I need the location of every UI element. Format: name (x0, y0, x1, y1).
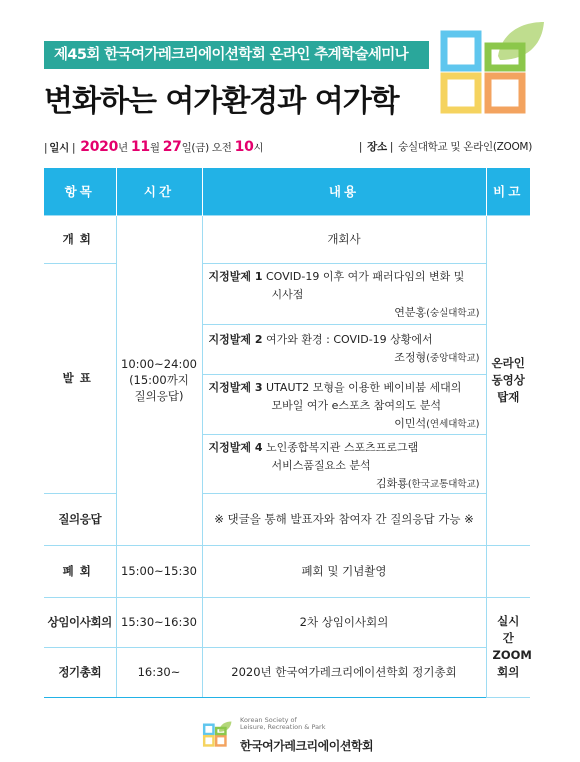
talks-cell (202, 263, 486, 493)
realtime-note: 실시간 ZOOM 회의 (486, 597, 530, 697)
date-month: 11 (130, 139, 150, 155)
header-content: 내용 (202, 168, 486, 215)
place-label: 장소 (367, 141, 387, 153)
event-place: | 장소 | 숭실대학교 및 온라인(ZOOM) (358, 141, 532, 153)
footer-english-name: Korean Society of Leisure, Recreation & Park (240, 716, 326, 731)
header-note: 비고 (486, 168, 530, 215)
talk-title: UTAUT2 모형을 이용한 베이비붐 세대의 (266, 381, 462, 394)
footer-korean-name: 한국여가레크리에이션학회 (240, 739, 374, 753)
row-category: 정기총회 (44, 647, 116, 697)
date-hour: 10 (234, 139, 254, 155)
talk-item (203, 264, 486, 324)
row-category: 상임이사회의 (44, 597, 116, 647)
row-category: 개회 (44, 215, 116, 263)
talk-title: 여가와 환경 : COVID-19 상황에서 (266, 333, 433, 346)
date-year-unit: 년 (118, 142, 131, 154)
talk-affiliation: (한국교통대학교) (407, 479, 480, 490)
talk-tag: 지정발제 2 (208, 333, 263, 346)
society-footer-logo-icon (202, 719, 232, 749)
date-year: 2020 (80, 139, 119, 155)
row-content: ※ 댓글을 통해 발표자와 참여자 간 질의응답 가능 ※ (202, 493, 486, 545)
society-logo-icon (436, 18, 546, 118)
row-content: 2차 상임이사회의 (202, 597, 486, 647)
table-row (44, 597, 530, 647)
talk-title: COVID-19 이후 여가 패러다임의 변화 및 (266, 270, 465, 283)
row-note (486, 545, 530, 597)
table-row (44, 215, 530, 263)
talk-title-cont: 서비스품질요소 분석 (271, 459, 371, 472)
talk-speaker: 김화룡 (375, 477, 408, 490)
row-content: 2020년 한국여가레크리에이션학회 정기총회 (202, 647, 486, 697)
seminar-banner: 제45회 한국여가레크리에이션학회 온라인 추계학술세미나 (44, 41, 429, 69)
talk-speaker: 조정형 (394, 351, 427, 364)
header-category: 항목 (44, 168, 116, 215)
header-time: 시간 (116, 168, 202, 215)
talk-title-cont: 모바일 여가 e스포츠 참여의도 분석 (271, 399, 442, 412)
talk-item (203, 374, 486, 434)
talk-tag: 지정발제 3 (208, 381, 263, 394)
talk-title: 노인종합복지관 스포츠프로그램 (266, 441, 419, 454)
online-note: 온라인 동영상 탑재 (486, 215, 530, 545)
date-month-unit: 월 (149, 142, 163, 154)
date-day: 27 (162, 139, 182, 155)
row-time: 15:30~16:30 (116, 597, 202, 647)
talk-speaker: 연분홍 (394, 306, 427, 319)
talk-title-cont: 시사점 (271, 288, 304, 301)
row-category: 질의응답 (44, 493, 116, 545)
talk-tag: 지정발제 1 (208, 270, 263, 283)
page-title: 변화하는 여가환경과 여가학 (44, 84, 399, 119)
row-content: 개회사 (202, 215, 486, 263)
row-time: 15:00~15:30 (116, 545, 202, 597)
presentation-time (116, 215, 202, 545)
date-day-unit: 일(금) 오전 (181, 142, 235, 154)
talk-speaker: 이민석 (394, 417, 427, 430)
talk-affiliation: (숭실대학교) (426, 308, 480, 319)
row-category: 발표 (44, 263, 116, 493)
table-row (44, 647, 530, 697)
row-category: 폐회 (44, 545, 116, 597)
talk-item (203, 434, 486, 492)
time-range: 10:00~24:00 (121, 357, 197, 371)
schedule-table (44, 168, 530, 698)
row-content: 폐회 및 기념촬영 (202, 545, 486, 597)
table-row (44, 545, 530, 597)
talk-item (203, 324, 486, 374)
talk-tag: 지정발제 4 (208, 441, 263, 454)
talk-affiliation: (중앙대학교) (426, 353, 480, 364)
date-label: 일시 (49, 142, 69, 154)
place-value: 숭실대학교 및 온라인(ZOOM) (398, 141, 532, 153)
date-hour-unit: 시 (253, 142, 264, 154)
row-time: 16:30~ (116, 647, 202, 697)
time-note: (15:00까지 질의응답) (129, 373, 189, 403)
talk-affiliation: (연세대학교) (426, 419, 480, 430)
event-date: | 일시 | 2020년 11월 27일(금) 오전 10시 (44, 139, 264, 155)
table-header-row (44, 168, 530, 215)
